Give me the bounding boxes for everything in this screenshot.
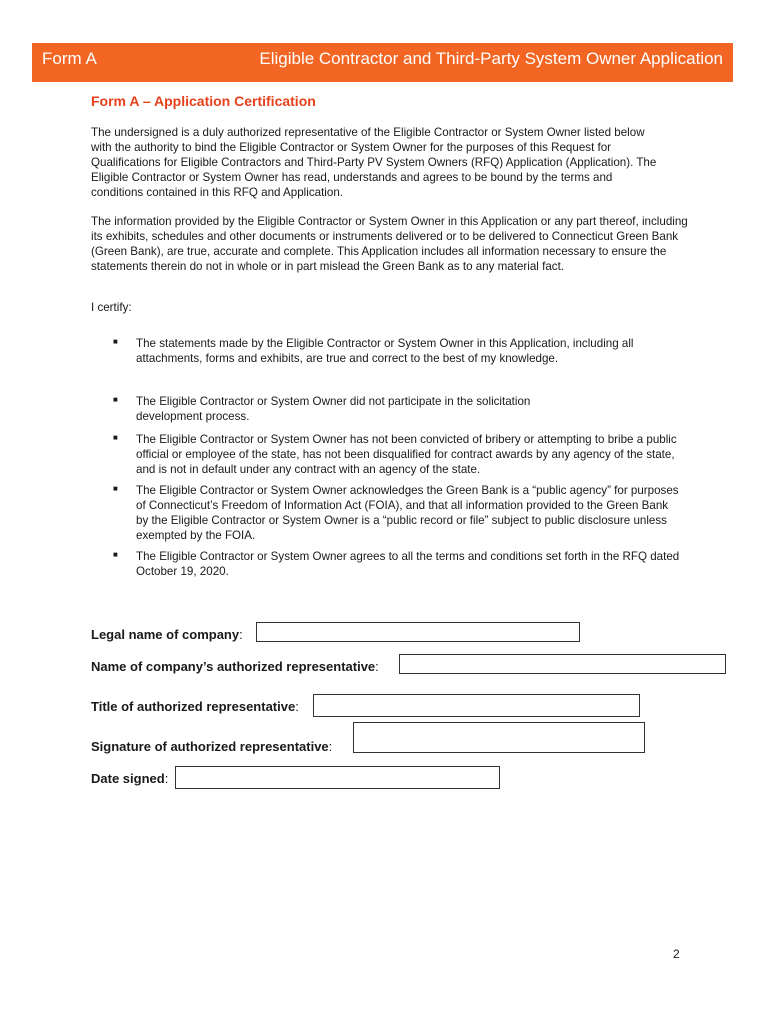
section-title: Form A – Application Certification [91, 93, 316, 109]
bullet-marker: ■ [113, 337, 118, 346]
rep-name-field[interactable] [399, 654, 726, 674]
header-banner [32, 43, 733, 82]
date-signed-label [91, 771, 168, 786]
list-item-text: The Eligible Contractor or System Owner acknowledges the Green Bank is a “public agency” for purposes of Connecticut’s Freedom of Information Act (FOIA), and that all information provided to the Green Bank by the Eligible Contractor or System Owner is a “public record or file” subject to public disclosure unless exempted by the FOIA. [136, 484, 679, 542]
bullet-marker: ■ [113, 484, 118, 493]
rep-title-label [91, 699, 299, 714]
signature-label [91, 739, 332, 754]
bullet-marker: ■ [113, 433, 118, 442]
list-item-text: The statements made by the Eligible Contractor or System Owner in this Application, including all attachments, forms and exhibits, are true and correct to the best of my knowledge. [136, 337, 634, 365]
rep-title-label-text: Title of authorized representative [91, 699, 296, 714]
list-item-text: The Eligible Contractor or System Owner agrees to all the terms and conditions set forth in the RFQ dated October 19, 2020. [136, 550, 680, 578]
rep-name-label-text: Name of company’s authorized representative [91, 659, 376, 674]
label-colon: : [328, 739, 333, 754]
label-colon: : [164, 771, 169, 786]
list-item-text: The Eligible Contractor or System Owner did not participate in the solicitation development process. [136, 395, 531, 423]
legal-name-label [91, 627, 243, 642]
legal-name-label-text: Legal name of company [91, 627, 240, 642]
signature-label-text: Signature of authorized representative [91, 739, 329, 754]
label-colon: : [375, 659, 379, 674]
bullet-marker: ■ [113, 550, 118, 559]
date-signed-label-text: Date signed [91, 771, 165, 786]
form-label: Form A [42, 49, 97, 68]
legal-name-field[interactable] [256, 622, 580, 642]
information-paragraph: The information provided by the Eligible Contractor or System Owner in this Application or any part thereof, including its exhibits, schedules and other documents or instruments delivered or to be delivered to Connecticut Green Bank (Green Bank), are true, accurate and complete. This Application includes all information necessary to ensure the statements therein do not in whole or in part mislead the Green Bank as to any material fact. [91, 215, 688, 273]
bullet-marker: ■ [113, 395, 118, 404]
intro-paragraph: The undersigned is a duly authorized representative of the Eligible Contractor or System Owner listed below with the authority to bind the Eligible Contractor or System Owner for the purposes of this Request for Qualifications for Eligible Contractors and Third-Party PV System Owners (RFQ) Application (Application). The Eligible Contractor or System Owner has read, understands and agrees to be bound by the terms and conditions contained in this RFQ and Application. [91, 126, 657, 199]
signature-field[interactable] [353, 722, 645, 753]
rep-name-label [91, 659, 379, 674]
page-number: 2 [673, 947, 680, 961]
banner-title: Eligible Contractor and Third-Party System Owner Application [259, 49, 723, 68]
certify-label: I certify: [91, 301, 132, 314]
label-colon: : [295, 699, 299, 714]
rep-title-field[interactable] [313, 694, 640, 717]
date-signed-field[interactable] [175, 766, 500, 789]
list-item-text: The Eligible Contractor or System Owner has not been convicted of bribery or attempting to bribe a public official or employee of the state, has not been disqualified for contract awards by any agency of the state, and is not in default under any contract with an agency of the state. [136, 433, 677, 476]
label-colon: : [239, 627, 243, 642]
